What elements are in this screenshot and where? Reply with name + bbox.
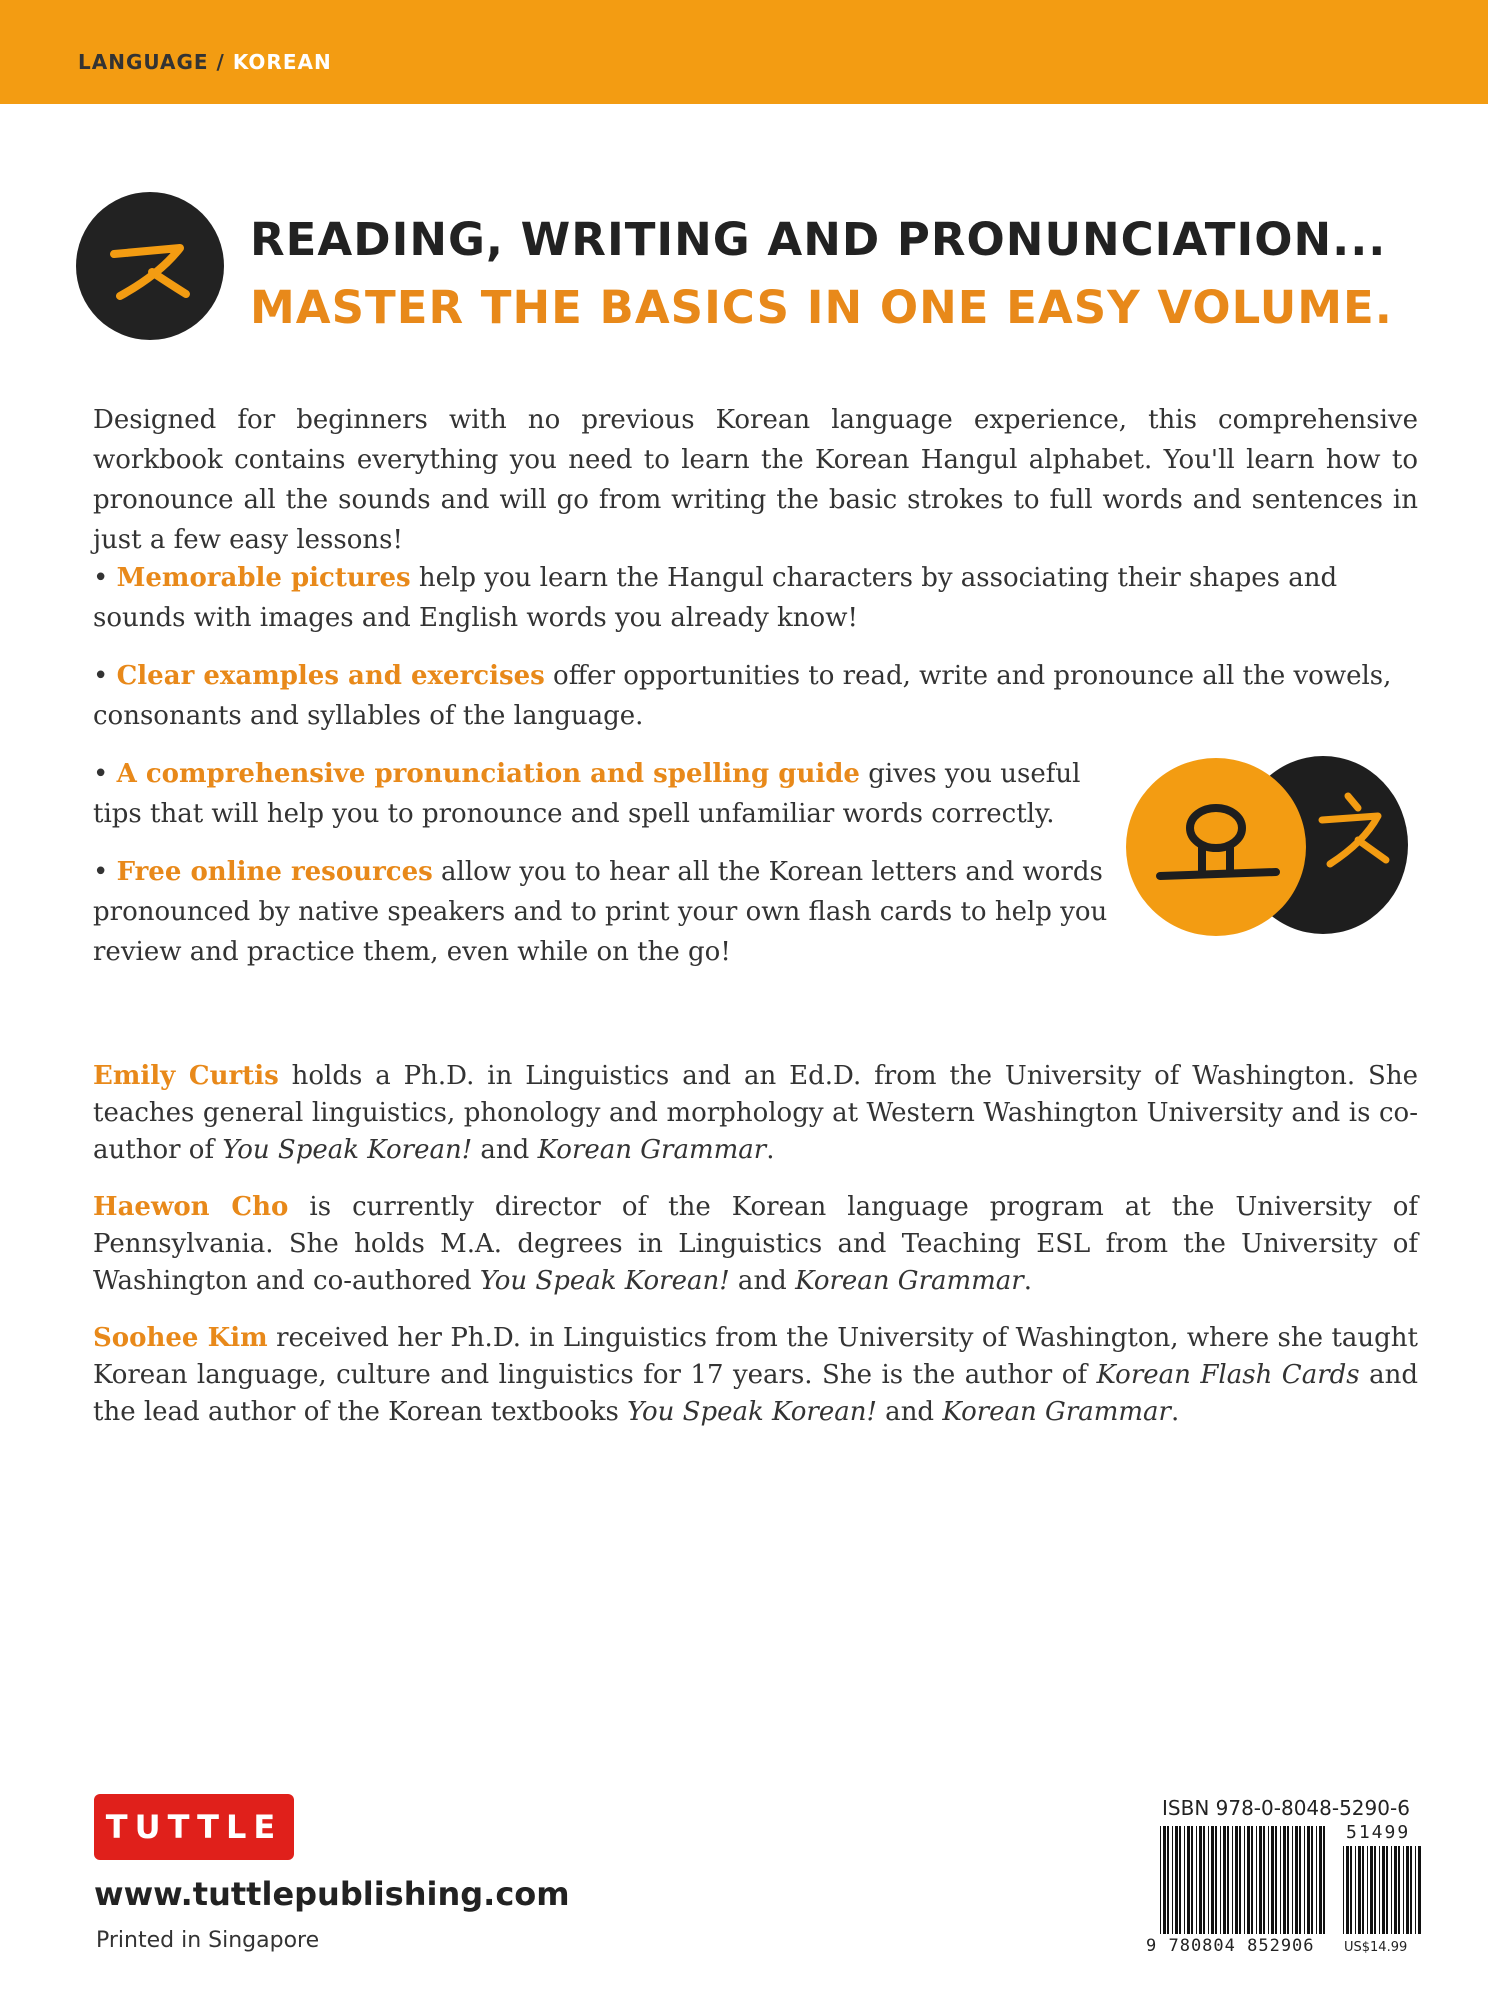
price-barcode bbox=[1343, 1846, 1421, 1934]
barcode-bar bbox=[1292, 1826, 1293, 1934]
barcode-bar bbox=[1374, 1846, 1376, 1934]
barcode-bar bbox=[1239, 1826, 1241, 1934]
barcode-bar bbox=[1323, 1826, 1325, 1934]
barcode-bar bbox=[1295, 1826, 1298, 1934]
category-separator: / bbox=[216, 50, 225, 74]
barcode-bar bbox=[1382, 1846, 1385, 1934]
author-name: Haewon Cho bbox=[93, 1192, 289, 1222]
feature-highlight: A comprehensive pronunciation and spelling guide bbox=[116, 759, 860, 789]
category-sub: KOREAN bbox=[232, 50, 332, 74]
barcode-bar bbox=[1350, 1846, 1352, 1934]
barcode-bar bbox=[1319, 1826, 1322, 1934]
hangul-glyphs-icon bbox=[1126, 756, 1410, 940]
barcode-bar bbox=[1304, 1826, 1305, 1934]
bullet-marker: • bbox=[93, 563, 109, 593]
author-bio bbox=[93, 1320, 1418, 1431]
barcode-bar bbox=[1355, 1846, 1356, 1934]
barcode-bar bbox=[1367, 1846, 1368, 1934]
headline-line1: READING, WRITING AND PRONUNCIATION... bbox=[250, 213, 1387, 266]
isbn-label: ISBN 978-0-8048-5290-6 bbox=[1162, 1796, 1410, 1820]
bio-text: and bbox=[876, 1397, 943, 1427]
feature-item bbox=[93, 754, 1115, 834]
feature-text: gives you useful tips that will help you to pronounce and spell unfamiliar words correctly. bbox=[93, 759, 1081, 829]
barcode-bar bbox=[1223, 1826, 1226, 1934]
barcode-bar bbox=[1271, 1826, 1274, 1934]
barcode-bar bbox=[1191, 1826, 1193, 1934]
barcode-bar bbox=[1251, 1826, 1253, 1934]
barcode-bar bbox=[1247, 1826, 1250, 1934]
barcode-bar bbox=[1208, 1826, 1209, 1934]
barcode-addon-number: 51499 bbox=[1346, 1822, 1411, 1843]
bio-text: is currently director of the Korean language program at the University of Pennsylvania. She holds M.A. degrees in Linguistics and Teaching ESL from the University of Washington and co-authored bbox=[93, 1192, 1418, 1296]
hangul-j-icon bbox=[76, 192, 224, 340]
feature-highlight: Memorable pictures bbox=[116, 563, 411, 593]
barcode-bar bbox=[1394, 1846, 1397, 1934]
barcode-bar bbox=[1398, 1846, 1400, 1934]
author-bio bbox=[93, 1189, 1418, 1300]
barcode-bar bbox=[1343, 1846, 1344, 1934]
barcode-bar bbox=[1311, 1826, 1313, 1934]
barcode-bar bbox=[1268, 1826, 1269, 1934]
author-bios bbox=[93, 1058, 1418, 1451]
book-title: Korean Grammar bbox=[942, 1397, 1171, 1427]
book-title: You Speak Korean! bbox=[479, 1266, 730, 1296]
category-main: LANGUAGE bbox=[78, 50, 209, 74]
bullet-marker: • bbox=[93, 857, 109, 887]
barcode-bar bbox=[1370, 1846, 1373, 1934]
headline bbox=[250, 206, 1393, 342]
barcode-bar bbox=[1175, 1826, 1178, 1934]
barcode-bar bbox=[1287, 1826, 1289, 1934]
barcode-bar bbox=[1244, 1826, 1245, 1934]
bio-text: and the lead author of the Korean textbooks bbox=[93, 1360, 1418, 1427]
barcode-bar bbox=[1172, 1826, 1173, 1934]
feature-text: offer opportunities to read, write and pronounce all the vowels, consonants and syllables of the language. bbox=[93, 661, 1392, 731]
barcode-bar bbox=[1362, 1846, 1364, 1934]
barcode-bar bbox=[1410, 1846, 1412, 1934]
headline-line2: MASTER THE BASICS IN ONE EASY VOLUME. bbox=[250, 281, 1393, 334]
barcode-bar bbox=[1160, 1826, 1161, 1934]
barcode-bar bbox=[1346, 1846, 1349, 1934]
bio-text: . bbox=[1023, 1266, 1033, 1296]
feature-item bbox=[93, 558, 1418, 638]
barcode-bar bbox=[1259, 1826, 1262, 1934]
barcode-bar bbox=[1316, 1826, 1317, 1934]
barcode-bar bbox=[1220, 1826, 1221, 1934]
barcode-bar bbox=[1235, 1826, 1238, 1934]
barcode-bar bbox=[1187, 1826, 1190, 1934]
bio-text: holds a Ph.D. in Linguistics and an Ed.D. from the University of Washington. She teaches general linguistics, phonology and morphology at Western Washington University and is co-author of bbox=[93, 1061, 1419, 1165]
tuttle-logo: TUTTLE bbox=[94, 1794, 294, 1860]
barcode-bar bbox=[1280, 1826, 1281, 1934]
bio-text: and bbox=[472, 1135, 538, 1165]
book-title: You Speak Korean! bbox=[627, 1397, 877, 1427]
barcode-bar bbox=[1227, 1826, 1229, 1934]
feature-item bbox=[93, 656, 1418, 736]
author-name: Soohee Kim bbox=[93, 1323, 268, 1353]
barcode-bar bbox=[1415, 1846, 1416, 1934]
barcode-bar bbox=[1199, 1826, 1202, 1934]
barcode-bar bbox=[1179, 1826, 1181, 1934]
barcode-bar bbox=[1184, 1826, 1185, 1934]
barcode-bar bbox=[1418, 1846, 1421, 1934]
intro-paragraph: Designed for beginners with no previous Korean language experience, this comprehensive workbook contains everything you need to learn the Korean Hangul alphabet. You'll learn how to pronounce all the sounds and will go from writing the basic strokes to full words and sentences in just a few easy lessons! bbox=[93, 405, 1418, 555]
barcode-bar bbox=[1196, 1826, 1197, 1934]
book-title: Korean Grammar bbox=[795, 1266, 1024, 1296]
publisher-website[interactable]: www.tuttlepublishing.com bbox=[94, 1875, 570, 1913]
printed-in: Printed in Singapore bbox=[96, 1928, 320, 1953]
author-name: Emily Curtis bbox=[93, 1061, 279, 1091]
barcode-digits: 9 780804 852906 bbox=[1146, 1936, 1315, 1956]
barcode-bar bbox=[1283, 1826, 1286, 1934]
bio-text: . bbox=[1171, 1397, 1180, 1427]
bullet-marker: • bbox=[93, 661, 109, 691]
book-title: You Speak Korean! bbox=[222, 1135, 473, 1165]
barcode-bar bbox=[1406, 1846, 1409, 1934]
book-title: Korean Grammar bbox=[537, 1135, 767, 1165]
hangul-circles bbox=[1126, 756, 1410, 940]
feature-highlight: Free online resources bbox=[116, 857, 433, 887]
barcode-bar bbox=[1307, 1826, 1310, 1934]
book-title: Korean Flash Cards bbox=[1096, 1360, 1360, 1390]
barcode-bar bbox=[1358, 1846, 1361, 1934]
feature-item bbox=[93, 852, 1115, 972]
isbn-barcode bbox=[1160, 1826, 1328, 1934]
barcode-bar bbox=[1211, 1826, 1214, 1934]
barcode-bar bbox=[1391, 1846, 1392, 1934]
category-label bbox=[78, 50, 332, 74]
bio-text: . bbox=[766, 1135, 775, 1165]
barcode-bar bbox=[1215, 1826, 1217, 1934]
barcode-bar bbox=[1299, 1826, 1301, 1934]
feature-text: allow you to hear all the Korean letters and words pronounced by native speakers and to print your own flash cards to help you review and practice them, even while on the go! bbox=[93, 857, 1108, 967]
bio-text: and bbox=[729, 1266, 796, 1296]
barcode-bar bbox=[1379, 1846, 1380, 1934]
barcode-bar bbox=[1386, 1846, 1388, 1934]
bio-text: received her Ph.D. in Linguistics from the University of Washington, where she taught Korean language, culture and linguistics for 17 years. She is the author of bbox=[93, 1323, 1418, 1390]
barcode-bar bbox=[1403, 1846, 1404, 1934]
feature-text: help you learn the Hangul characters by associating their shapes and sounds with images and English words you already know! bbox=[93, 563, 1338, 633]
author-bio bbox=[93, 1058, 1418, 1169]
barcode-bar bbox=[1275, 1826, 1277, 1934]
hangul-badge-top bbox=[76, 192, 224, 340]
price-label: US$14.99 bbox=[1344, 1940, 1408, 1955]
barcode-bar bbox=[1263, 1826, 1265, 1934]
feature-highlight: Clear examples and exercises bbox=[116, 661, 545, 691]
barcode-bar bbox=[1163, 1826, 1166, 1934]
barcode-bar bbox=[1167, 1826, 1169, 1934]
barcode-bar bbox=[1256, 1826, 1257, 1934]
barcode-bar bbox=[1232, 1826, 1233, 1934]
bullet-marker: • bbox=[93, 759, 109, 789]
barcode-bar bbox=[1203, 1826, 1205, 1934]
